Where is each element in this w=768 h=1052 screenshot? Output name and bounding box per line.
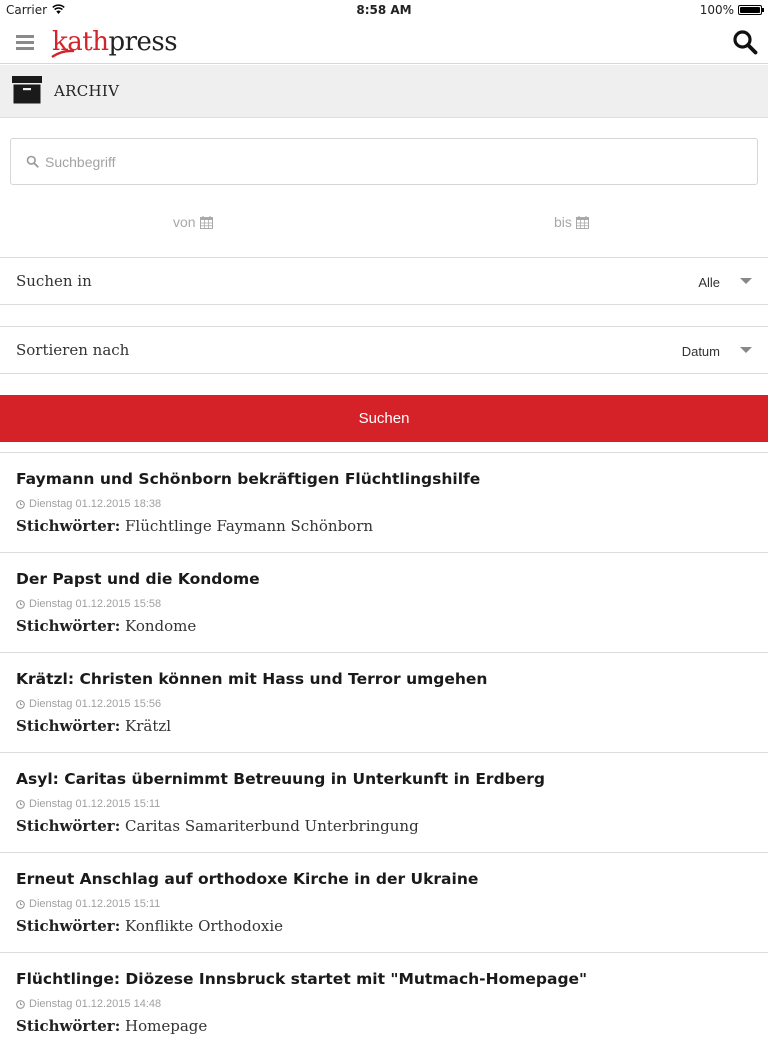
sort-by-select[interactable] (0, 326, 768, 374)
result-tags (16, 917, 283, 935)
result-date-text: Dienstag 01.12.2015 15:11 (29, 798, 161, 810)
chevron-down-icon (740, 347, 752, 353)
sort-by-value: Datum (681, 344, 720, 359)
result-tags (16, 617, 196, 635)
result-item[interactable] (0, 552, 768, 652)
menu-icon[interactable] (16, 35, 34, 49)
result-title[interactable]: Asyl: Caritas übernimmt Betreuung in Unterkunft in Erdberg (16, 770, 546, 788)
date-from-label: von (173, 214, 196, 230)
result-tags-text: Flüchtlinge Faymann Schönborn (125, 517, 374, 535)
result-date (16, 498, 161, 510)
result-tags (16, 1017, 207, 1035)
logo-text-kath: kath (52, 27, 109, 57)
result-tags-text: Konflikte Orthodoxie (125, 917, 284, 935)
clock-time: 8:58 AM (356, 3, 412, 17)
result-date (16, 598, 161, 610)
clock-icon (16, 1000, 25, 1009)
result-tags-text: Homepage (125, 1017, 208, 1035)
clock-icon (16, 800, 25, 809)
logo-swoosh-icon (52, 48, 92, 58)
app-header (0, 20, 768, 64)
result-date-text: Dienstag 01.12.2015 14:48 (29, 998, 162, 1010)
logo-text-press: press (108, 27, 178, 57)
search-in-label: Suchen in (16, 272, 92, 290)
result-title[interactable]: Der Papst und die Kondome (16, 570, 260, 588)
tags-label: Stichwörter: (16, 617, 121, 635)
battery-percentage: 100% (699, 3, 734, 17)
search-field-icon (26, 155, 39, 168)
chevron-down-icon (740, 278, 752, 284)
result-tags-text: Krätzl (125, 717, 172, 735)
search-icon[interactable] (732, 29, 758, 55)
result-tags (16, 517, 373, 535)
result-date (16, 998, 161, 1010)
result-tags-text: Caritas Samariterbund Unterbringung (125, 817, 419, 835)
tags-label: Stichwörter: (16, 1017, 121, 1035)
tags-label: Stichwörter: (16, 917, 121, 935)
clock-icon (16, 700, 25, 709)
results-list (0, 452, 768, 1052)
result-tags-text: Kondome (125, 617, 197, 635)
archive-box-icon (12, 76, 42, 104)
search-in-select[interactable] (0, 257, 768, 305)
result-date-text: Dienstag 01.12.2015 15:58 (29, 598, 162, 610)
result-date-text: Dienstag 01.12.2015 15:56 (29, 698, 162, 710)
date-range-filter (0, 205, 768, 241)
date-to-label: bis (554, 214, 572, 230)
result-item[interactable] (0, 752, 768, 852)
archive-section-header (0, 65, 768, 118)
calendar-icon (576, 216, 589, 229)
tags-label: Stichwörter: (16, 717, 121, 735)
result-date-text: Dienstag 01.12.2015 18:38 (29, 498, 162, 510)
result-item[interactable] (0, 952, 768, 1052)
section-title: ARCHIV (54, 82, 120, 100)
result-date (16, 898, 160, 910)
search-field[interactable] (10, 138, 758, 185)
calendar-icon (200, 216, 213, 229)
result-item[interactable] (0, 852, 768, 952)
battery-icon (738, 5, 762, 15)
clock-icon (16, 500, 25, 509)
result-title[interactable]: Faymann und Schönborn bekräftigen Flüchtlingshilfe (16, 470, 481, 488)
carrier-label: Carrier (6, 3, 48, 17)
result-item[interactable] (0, 652, 768, 752)
tags-label: Stichwörter: (16, 517, 121, 535)
result-title[interactable]: Krätzl: Christen können mit Hass und Terror umgehen (16, 670, 488, 688)
result-date-text: Dienstag 01.12.2015 15:11 (29, 898, 161, 910)
clock-icon (16, 600, 25, 609)
status-bar (0, 0, 768, 20)
result-date (16, 698, 161, 710)
result-item[interactable] (0, 452, 768, 552)
date-from-field[interactable] (173, 214, 213, 230)
search-submit-button[interactable]: Suchen (0, 395, 768, 442)
result-title[interactable]: Erneut Anschlag auf orthodoxe Kirche in der Ukraine (16, 870, 479, 888)
result-tags (16, 817, 419, 835)
result-title[interactable]: Flüchtlinge: Diözese Innsbruck startet mit "Mutmach-Homepage" (16, 970, 588, 988)
clock-icon (16, 900, 25, 909)
tags-label: Stichwörter: (16, 817, 121, 835)
date-to-field[interactable] (554, 214, 589, 230)
kathpress-logo[interactable] (52, 24, 177, 60)
sort-by-label: Sortieren nach (16, 341, 130, 359)
search-in-value: Alle (698, 275, 720, 290)
result-tags (16, 717, 171, 735)
result-date (16, 798, 160, 810)
search-input[interactable] (45, 149, 735, 175)
